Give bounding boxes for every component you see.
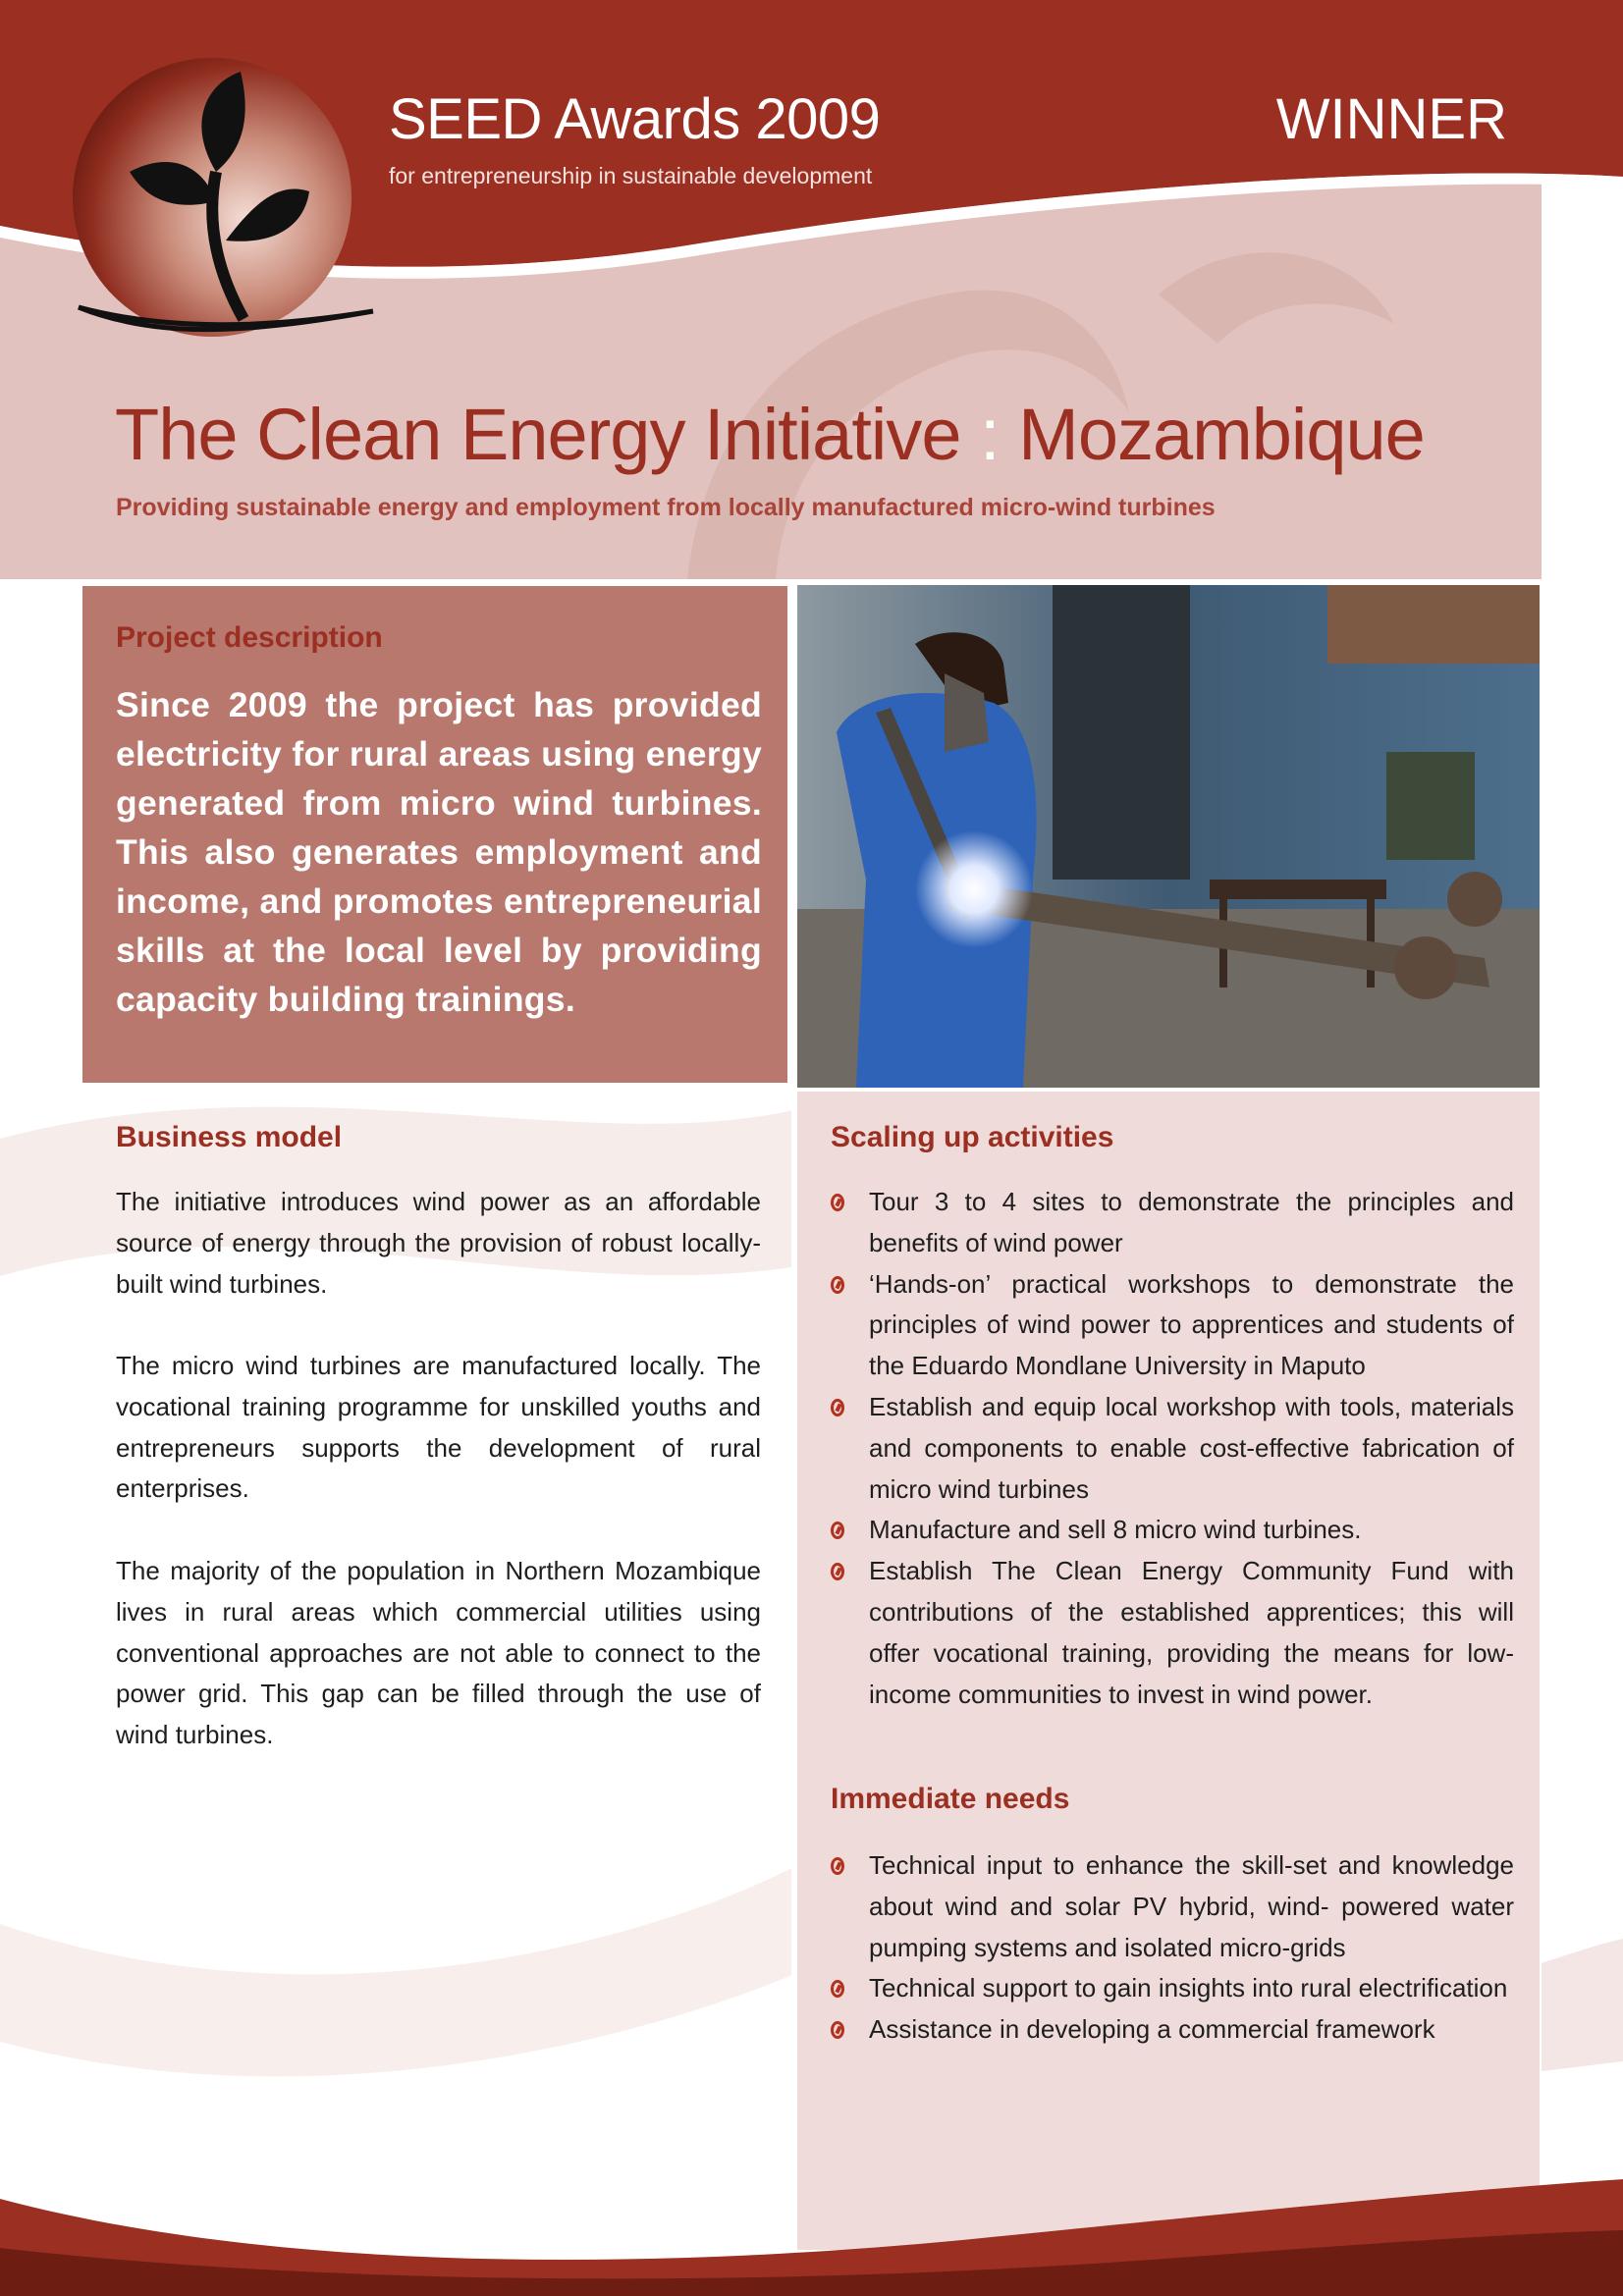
title-place: Mozambique — [1018, 394, 1425, 475]
bullet-icon — [831, 1980, 844, 1998]
list-item-text: Assistance in developing a commercial framework — [869, 2014, 1435, 2045]
list-item-text: Establish and equip local workshop with tools, materials and components to enable cost-effective fabrication of micro wind turbines — [869, 1391, 1514, 1504]
list-item — [831, 1551, 1514, 1715]
bullet-icon — [831, 1194, 844, 1211]
list-item — [831, 1510, 1514, 1551]
list-item-text: Manufacture and sell 8 micro wind turbines. — [869, 1515, 1362, 1545]
list-item — [831, 1182, 1514, 1264]
column-divider — [791, 1090, 797, 2248]
bullet-icon — [831, 1399, 844, 1416]
seed-logo — [69, 54, 383, 368]
list-item — [831, 1845, 1514, 1968]
list-item — [831, 1387, 1514, 1510]
list-item — [831, 1264, 1514, 1387]
list-item — [831, 2009, 1514, 2051]
list-item-text: Tour 3 to 4 sites to demonstrate the principles and benefits of wind power — [869, 1187, 1514, 1257]
bullet-icon — [831, 1276, 844, 1294]
bullet-icon — [831, 1522, 844, 1539]
project-description-heading: Project description — [116, 621, 383, 654]
immediate-needs-heading: Immediate needs — [831, 1783, 1070, 1815]
list-item-text: Technical input to enhance the skill-set and knowledge about wind and solar PV hybrid, wind- powered water pumping systems and isolated micro-grids — [869, 1850, 1514, 1962]
immediate-needs-list — [831, 1845, 1514, 2051]
business-model-paragraph: The majority of the population in Northern Mozambique lives in rural areas which commercial utilities using conventional approaches are not able to connect to the power grid. This gap can be filled through the use of wind turbines. — [116, 1556, 761, 1750]
award-subtitle: for entrepreneurship in sustainable development — [389, 163, 873, 188]
title-main: The Clean Energy Initiative — [115, 394, 961, 475]
scaling-up-heading: Scaling up activities — [831, 1121, 1114, 1153]
footer-band — [0, 2140, 1623, 2296]
winner-label: WINNER — [1275, 87, 1507, 151]
award-title: SEED Awards 2009 — [389, 87, 881, 151]
list-item-text: ‘Hands-on’ practical workshops to demonstrate the principles of wind power to apprentices and students of the Eduardo Mondlane University in Maputo — [869, 1268, 1514, 1381]
bullet-icon — [831, 1563, 844, 1580]
list-item-text: Establish The Clean Energy Community Fund with contributions of the established apprentices; this will offer vocational training, providing the means for low-income communities to invest in wind power. — [869, 1556, 1514, 1709]
project-description-text: Since 2009 the project has provided electricity for rural areas using energy generated from micro wind turbines. This also generates employment and income, and promotes entrepreneurial skills at the local level by providing capacity building trainings. — [116, 685, 762, 1019]
list-item-text: Technical support to gain insights into rural electrification — [869, 1973, 1508, 2003]
welder-workshop-photo — [797, 585, 1540, 1088]
business-model-paragraph: The initiative introduces wind power as an affordable source of energy through the provision of robust locally-built wind turbines. — [116, 1187, 761, 1299]
business-model-paragraph: The micro wind turbines are manufactured locally. The vocational training programme for unskilled youths and entrepreneurs supports the development of rural enterprises. — [116, 1351, 761, 1504]
list-item — [831, 1968, 1514, 2009]
page-subtitle: Providing sustainable energy and employment from locally manufactured micro-wind turbines — [116, 494, 1216, 521]
business-model-heading: Business model — [116, 1121, 343, 1153]
bullet-icon — [831, 1857, 844, 1875]
page-title — [115, 393, 1425, 476]
scaling-up-list — [831, 1182, 1514, 1715]
title-separator: : — [980, 394, 1000, 475]
bullet-icon — [831, 2021, 844, 2039]
